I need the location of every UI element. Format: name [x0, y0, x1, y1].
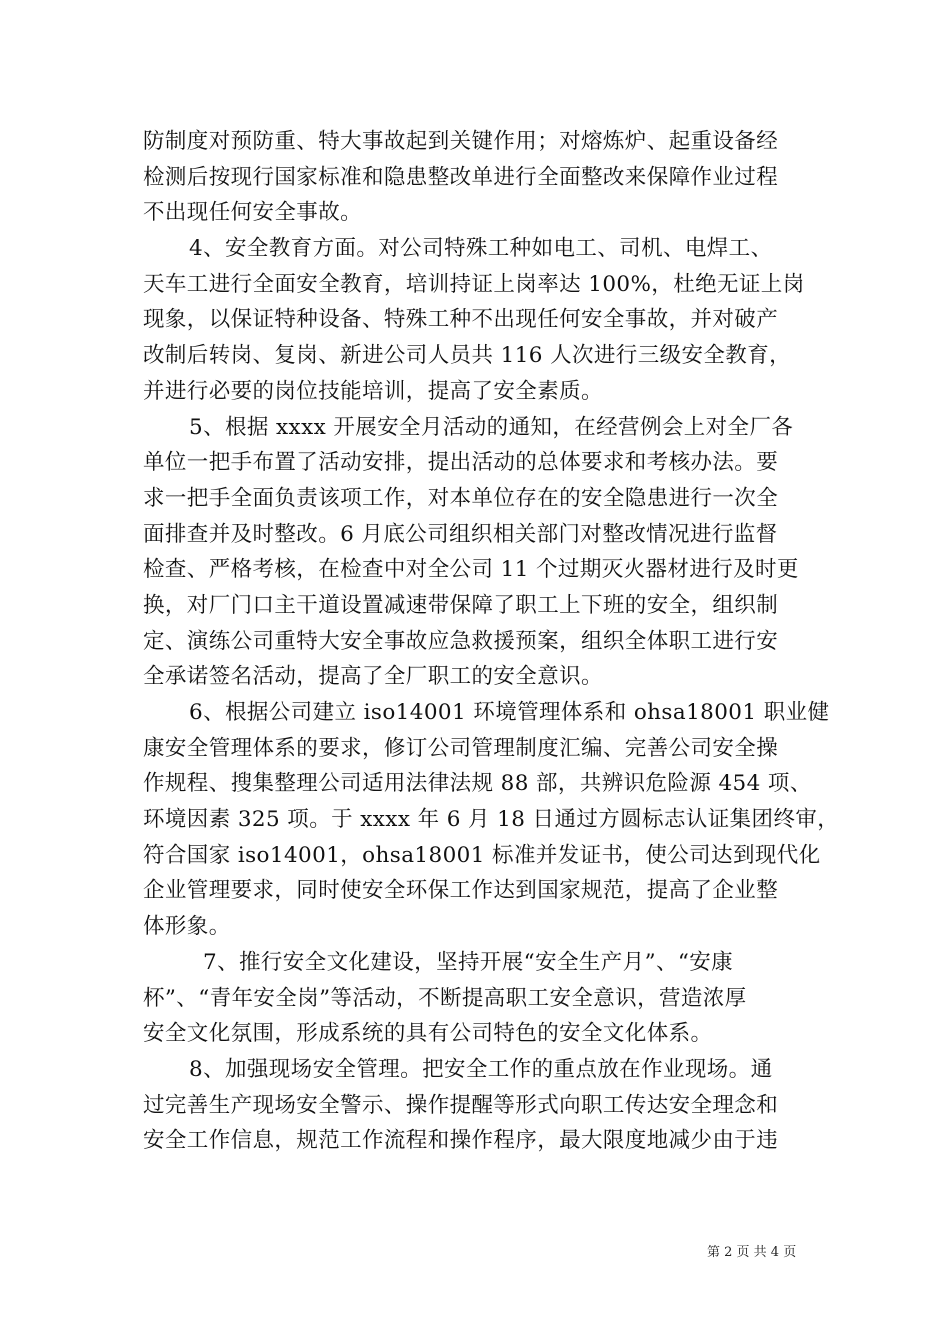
text-line: 7、推行安全文化建设，坚持开展“安全生产月”、“安康 [203, 949, 734, 975]
text-line: 环境因素 325 项。于 xxxx 年 6 月 18 日通过方圆标志认证集团终审， [143, 807, 840, 833]
text-line: 杯”、“青年安全岗”等活动，不断提高职工安全意识，营造浓厚 [143, 985, 747, 1011]
text-line: 康安全管理体系的要求，修订公司管理制度汇编、完善公司安全操 [143, 735, 779, 761]
paragraph [143, 1052, 807, 1159]
text-line: 6、根据公司建立 iso14001 环境管理体系和 ohsa18001 职业健 [189, 700, 830, 725]
text-line: 全承诺签名活动，提高了全厂职工的安全意识。 [143, 664, 603, 690]
text-line: 符合国家 iso14001，ohsa18001 标准并发证书，使公司达到现代化 [143, 842, 821, 868]
text-line: 天车工进行全面安全教育，培训持证上岗率达 100%，杜绝无证上岗 [143, 271, 805, 297]
text-line: 企业管理要求，同时使安全环保工作达到国家规范，提高了企业整 [143, 878, 779, 904]
paragraph [143, 231, 807, 409]
text-line: 改制后转岗、复岗、新进公司人员共 116 人次进行三级安全教育， [143, 343, 792, 369]
text-line: 换，对厂门口主干道设置减速带保障了职工上下班的安全，组织制 [143, 592, 779, 618]
text-line: 过完善生产现场安全警示、操作提醒等形式向职工传达安全理念和 [143, 1092, 779, 1118]
paragraph [143, 410, 807, 696]
text-line: 检查、严格考核，在检查中对全公司 11 个过期灭火器材进行及时更 [143, 557, 799, 583]
paragraph [143, 695, 840, 945]
text-line: 单位一把手布置了活动安排，提出活动的总体要求和考核办法。要 [143, 450, 779, 476]
text-line: 现象，以保证特种设备、特殊工种不出现任何安全事故，并对破产 [143, 307, 779, 333]
text-line: 8、加强现场安全管理。把安全工作的重点放在作业现场。通 [189, 1056, 773, 1082]
paragraph [143, 945, 807, 1052]
text-line: 5、根据 xxxx 开展安全月活动的通知，在经营例会上对全厂各 [189, 414, 794, 440]
text-line: 4、安全教育方面。对公司特殊工种如电工、司机、电焊工、 [189, 236, 773, 262]
text-line: 体形象。 [143, 914, 231, 940]
text-line: 安全工作信息，规范工作流程和操作程序，最大限度地减少由于违 [143, 1128, 779, 1154]
document-body [143, 124, 840, 1159]
text-line: 检测后按现行国家标准和隐患整改单进行全面整改来保障作业过程 [143, 164, 779, 190]
text-line: 面排查并及时整改。6 月底公司组织相关部门对整改情况进行监督 [143, 521, 778, 547]
text-line: 安全文化氛围，形成系统的具有公司特色的安全文化体系。 [143, 1021, 713, 1047]
text-line: 不出现任何安全事故。 [143, 200, 363, 226]
text-line: 作规程、搜集整理公司适用法律法规 88 部，共辨识危险源 454 项、 [143, 771, 812, 797]
text-line: 并进行必要的岗位技能培训，提高了安全素质。 [143, 378, 603, 404]
text-line: 求一把手全面负责该项工作，对本单位存在的安全隐患进行一次全 [143, 485, 779, 511]
text-line: 防制度对预防重、特大事故起到关键作用；对熔炼炉、起重设备经 [143, 129, 779, 154]
paragraph [143, 124, 807, 231]
page-number: 第 2 页 共 4 页 [707, 1245, 797, 1260]
text-line: 定、演练公司重特大安全事故应急救援预案，组织全体职工进行安 [143, 628, 779, 654]
